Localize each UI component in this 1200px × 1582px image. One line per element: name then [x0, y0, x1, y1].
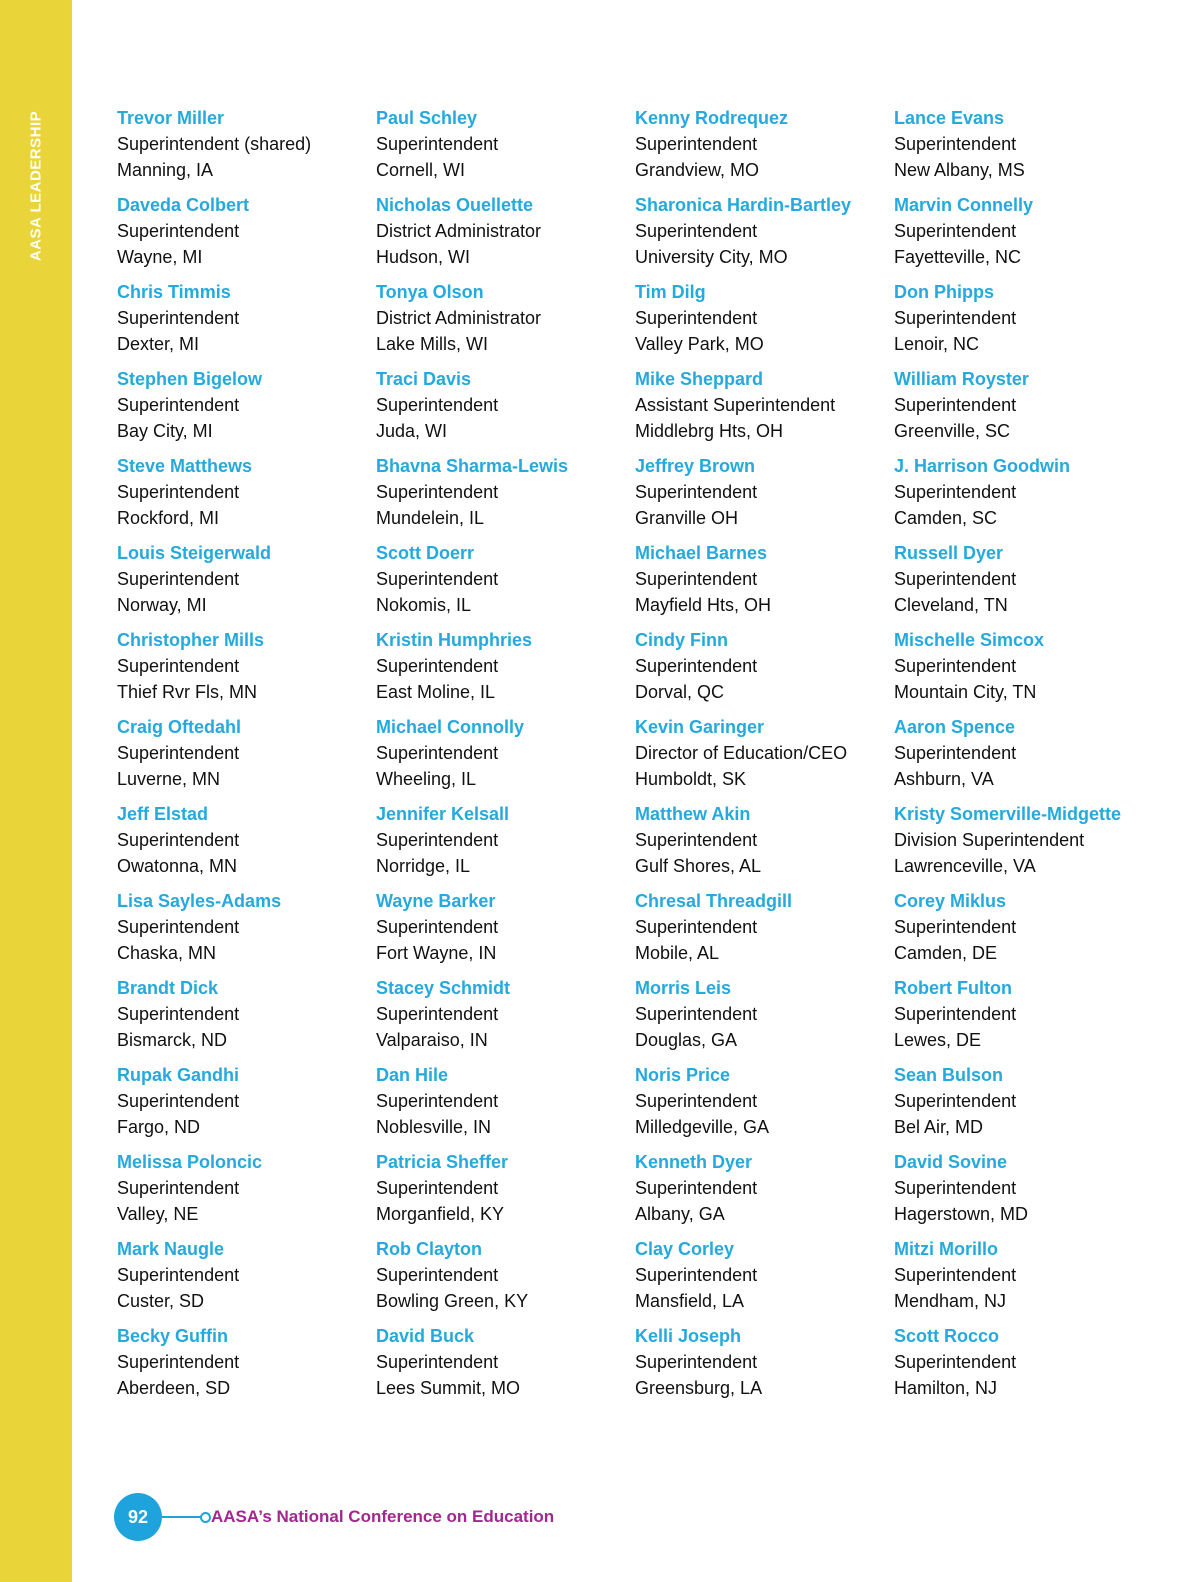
person-name: Russell Dyer — [894, 543, 1004, 563]
person-name: Jeffrey Brown — [635, 456, 756, 476]
directory-entry — [376, 1149, 635, 1236]
directory-entry — [635, 975, 894, 1062]
person-title: Superintendent — [635, 221, 758, 241]
person-name: Kevin Garinger — [635, 717, 765, 737]
person-location: Wayne, MI — [117, 247, 203, 267]
person-location: University City, MO — [635, 247, 788, 267]
directory-entry — [376, 627, 635, 714]
person-location: East Moline, IL — [376, 682, 496, 702]
person-name: Patricia Sheffer — [376, 1152, 509, 1172]
person-name: Michael Connolly — [376, 717, 525, 737]
person-title: Superintendent — [635, 1178, 758, 1198]
person-title: District Administrator — [376, 221, 542, 241]
person-name: Kristy Somerville-Midgette — [894, 804, 1122, 824]
person-title: Superintendent — [117, 308, 240, 328]
directory-entry — [117, 192, 376, 279]
person-location: Norway, MI — [117, 595, 207, 615]
person-location: Mendham, NJ — [894, 1291, 1007, 1311]
person-name: Scott Rocco — [894, 1326, 1000, 1346]
person-name: William Royster — [894, 369, 1029, 389]
person-name: Mike Sheppard — [635, 369, 764, 389]
directory-entry — [117, 714, 376, 801]
person-name: Rob Clayton — [376, 1239, 482, 1259]
person-location: Cornell, WI — [376, 160, 466, 180]
person-name: Louis Steigerwald — [117, 543, 272, 563]
person-location: Manning, IA — [117, 160, 214, 180]
person-title: Superintendent — [117, 1091, 240, 1111]
directory-entry — [376, 540, 635, 627]
directory-entry — [894, 105, 1153, 192]
directory-entry — [894, 975, 1153, 1062]
person-location: Luverne, MN — [117, 769, 221, 789]
directory-entry — [117, 1149, 376, 1236]
person-title: Superintendent — [376, 1091, 499, 1111]
person-location: Greensburg, LA — [635, 1378, 763, 1398]
person-location: Morganfield, KY — [376, 1204, 505, 1224]
person-name: Melissa Poloncic — [117, 1152, 263, 1172]
person-name: Stacey Schmidt — [376, 978, 511, 998]
person-title: Superintendent — [376, 134, 499, 154]
person-name: Mark Naugle — [117, 1239, 225, 1259]
person-title: Superintendent — [635, 482, 758, 502]
person-name: J. Harrison Goodwin — [894, 456, 1071, 476]
person-location: Rockford, MI — [117, 508, 220, 528]
directory-entry — [376, 714, 635, 801]
section-label: AASA LEADERSHIP — [27, 110, 45, 262]
person-name: Lisa Sayles-Adams — [117, 891, 282, 911]
person-title: Superintendent — [635, 917, 758, 937]
person-location: Mobile, AL — [635, 943, 720, 963]
person-location: Mountain City, TN — [894, 682, 1037, 702]
person-title: Superintendent — [376, 1352, 499, 1372]
person-name: Clay Corley — [635, 1239, 735, 1259]
person-location: Nokomis, IL — [376, 595, 472, 615]
person-title: Superintendent — [117, 1352, 240, 1372]
person-location: Valley Park, MO — [635, 334, 764, 354]
person-title: Superintendent — [117, 830, 240, 850]
person-name: Cindy Finn — [635, 630, 728, 650]
person-title: Superintendent — [894, 1352, 1017, 1372]
person-title: Superintendent — [117, 656, 240, 676]
directory-entry — [117, 1062, 376, 1149]
person-title: Superintendent — [376, 482, 499, 502]
person-name: Jeff Elstad — [117, 804, 209, 824]
footer-title: AASA’s National Conference on Education — [211, 1507, 555, 1526]
person-name: Wayne Barker — [376, 891, 496, 911]
person-name: Tonya Olson — [376, 282, 484, 302]
person-location: Bel Air, MD — [894, 1117, 984, 1137]
person-name: Bhavna Sharma-Lewis — [376, 456, 569, 476]
person-title: Superintendent — [376, 656, 499, 676]
directory-entry — [117, 1236, 376, 1323]
directory-entry — [117, 540, 376, 627]
person-location: Valley, NE — [117, 1204, 199, 1224]
person-title: Superintendent — [117, 482, 240, 502]
directory-entry — [894, 192, 1153, 279]
directory-entry — [117, 1323, 376, 1410]
person-location: Middlebrg Hts, OH — [635, 421, 784, 441]
directory-entry — [635, 1062, 894, 1149]
person-title: Superintendent — [894, 917, 1017, 937]
person-title: Superintendent — [635, 1004, 758, 1024]
person-name: Mischelle Simcox — [894, 630, 1045, 650]
person-location: Dexter, MI — [117, 334, 200, 354]
directory-entry — [376, 1062, 635, 1149]
person-location: Mayfield Hts, OH — [635, 595, 772, 615]
person-location: Norridge, IL — [376, 856, 471, 876]
person-name: Brandt Dick — [117, 978, 219, 998]
person-name: Rupak Gandhi — [117, 1065, 240, 1085]
directory-entry — [376, 279, 635, 366]
person-location: Mansfield, LA — [635, 1291, 745, 1311]
page-number: 92 — [114, 1493, 162, 1541]
person-name: Chris Timmis — [117, 282, 231, 302]
directory-entry — [894, 366, 1153, 453]
person-location: Ashburn, VA — [894, 769, 994, 789]
person-name: Christopher Mills — [117, 630, 265, 650]
person-title: Superintendent — [894, 395, 1017, 415]
person-name: Sharonica Hardin-Bartley — [635, 195, 852, 215]
directory-entry — [635, 627, 894, 714]
person-title: Superintendent — [894, 569, 1017, 589]
person-name: Noris Price — [635, 1065, 731, 1085]
person-title: Superintendent — [635, 1265, 758, 1285]
directory-entry — [376, 801, 635, 888]
person-title: Superintendent — [376, 395, 499, 415]
directory-entry — [894, 1323, 1153, 1410]
person-name: Paul Schley — [376, 108, 478, 128]
directory-entry — [635, 888, 894, 975]
directory-entry — [894, 714, 1153, 801]
directory-entry — [635, 540, 894, 627]
person-title: Superintendent — [635, 1352, 758, 1372]
directory-entry — [376, 888, 635, 975]
person-title: District Administrator — [376, 308, 542, 328]
person-title: Superintendent — [376, 1004, 499, 1024]
directory-entry — [376, 975, 635, 1062]
person-name: Kristin Humphries — [376, 630, 533, 650]
person-title: Superintendent — [635, 830, 758, 850]
person-title: Superintendent — [117, 1178, 240, 1198]
person-location: New Albany, MS — [894, 160, 1025, 180]
person-name: Becky Guffin — [117, 1326, 229, 1346]
person-location: Camden, SC — [894, 508, 998, 528]
person-title: Superintendent — [376, 569, 499, 589]
directory-entry — [894, 540, 1153, 627]
person-name: Morris Leis — [635, 978, 732, 998]
person-title: Superintendent — [894, 1004, 1017, 1024]
person-name: Sean Bulson — [894, 1065, 1004, 1085]
person-name: Lance Evans — [894, 108, 1005, 128]
person-title: Superintendent — [376, 743, 499, 763]
person-name: Tim Dilg — [635, 282, 706, 302]
directory-entry — [894, 627, 1153, 714]
directory-entry — [894, 279, 1153, 366]
directory-entry — [635, 1149, 894, 1236]
person-title: Division Superintendent — [894, 830, 1085, 850]
person-location: Wheeling, IL — [376, 769, 477, 789]
person-location: Hudson, WI — [376, 247, 471, 267]
person-location: Owatonna, MN — [117, 856, 238, 876]
person-location: Douglas, GA — [635, 1030, 738, 1050]
person-name: Corey Miklus — [894, 891, 1007, 911]
person-location: Aberdeen, SD — [117, 1378, 231, 1398]
directory-entry — [376, 366, 635, 453]
directory-entry — [117, 366, 376, 453]
directory-entry — [117, 975, 376, 1062]
person-location: Fargo, ND — [117, 1117, 201, 1137]
person-title: Superintendent — [894, 308, 1017, 328]
footer-connector-dot — [200, 1512, 211, 1523]
person-location: Fort Wayne, IN — [376, 943, 497, 963]
person-location: Gulf Shores, AL — [635, 856, 762, 876]
person-title: Superintendent — [894, 1178, 1017, 1198]
person-location: Valparaiso, IN — [376, 1030, 488, 1050]
person-name: Dan Hile — [376, 1065, 449, 1085]
person-title: Superintendent — [117, 395, 240, 415]
directory-entry — [635, 105, 894, 192]
person-title: Director of Education/CEO — [635, 743, 848, 763]
directory-entry — [635, 1236, 894, 1323]
person-location: Greenville, SC — [894, 421, 1011, 441]
person-title: Superintendent — [635, 656, 758, 676]
directory-entry — [894, 1236, 1153, 1323]
directory-entry — [635, 192, 894, 279]
sidebar — [0, 0, 72, 1582]
page-footer — [114, 1493, 614, 1541]
directory-entry — [117, 888, 376, 975]
person-title: Superintendent — [117, 1004, 240, 1024]
directory-entry — [376, 192, 635, 279]
person-name: Stephen Bigelow — [117, 369, 263, 389]
person-location: Bay City, MI — [117, 421, 213, 441]
person-title: Superintendent — [635, 308, 758, 328]
person-name: Matthew Akin — [635, 804, 751, 824]
person-name: Kenny Rodrequez — [635, 108, 789, 128]
person-location: Grandview, MO — [635, 160, 760, 180]
directory-entry — [376, 1236, 635, 1323]
directory-entry — [894, 1062, 1153, 1149]
person-name: Kenneth Dyer — [635, 1152, 753, 1172]
person-name: Michael Barnes — [635, 543, 768, 563]
directory-entry — [635, 366, 894, 453]
person-title: Superintendent — [894, 743, 1017, 763]
person-location: Humboldt, SK — [635, 769, 747, 789]
person-name: David Sovine — [894, 1152, 1008, 1172]
person-location: Mundelein, IL — [376, 508, 485, 528]
person-title: Superintendent — [894, 1091, 1017, 1111]
directory-entry — [635, 1323, 894, 1410]
directory-entry — [117, 105, 376, 192]
person-name: Marvin Connelly — [894, 195, 1034, 215]
person-name: Steve Matthews — [117, 456, 253, 476]
person-location: Noblesville, IN — [376, 1117, 492, 1137]
person-title: Superintendent — [117, 1265, 240, 1285]
person-name: Don Phipps — [894, 282, 994, 302]
person-name: Jennifer Kelsall — [376, 804, 510, 824]
person-location: Granville OH — [635, 508, 739, 528]
person-name: Aaron Spence — [894, 717, 1016, 737]
person-title: Superintendent — [117, 569, 240, 589]
person-name: Trevor Miller — [117, 108, 225, 128]
person-title: Assistant Superintendent — [635, 395, 836, 415]
directory-entry — [894, 453, 1153, 540]
person-location: Fayetteville, NC — [894, 247, 1022, 267]
person-location: Lewes, DE — [894, 1030, 982, 1050]
directory-entry — [894, 1149, 1153, 1236]
person-title: Superintendent — [894, 1265, 1017, 1285]
person-name: Traci Davis — [376, 369, 472, 389]
leadership-directory — [117, 105, 1153, 1410]
directory-entry — [635, 714, 894, 801]
person-name: Kelli Joseph — [635, 1326, 742, 1346]
person-name: David Buck — [376, 1326, 475, 1346]
person-location: Thief Rvr Fls, MN — [117, 682, 258, 702]
person-title: Superintendent — [635, 134, 758, 154]
person-location: Cleveland, TN — [894, 595, 1008, 615]
person-location: Camden, DE — [894, 943, 998, 963]
person-name: Nicholas Ouellette — [376, 195, 534, 215]
person-location: Hamilton, NJ — [894, 1378, 998, 1398]
person-name: Mitzi Morillo — [894, 1239, 998, 1259]
directory-entry — [894, 801, 1153, 888]
directory-entry — [635, 279, 894, 366]
person-name: Scott Doerr — [376, 543, 475, 563]
person-title: Superintendent (shared) — [117, 134, 312, 154]
directory-entry — [376, 1323, 635, 1410]
person-name: Robert Fulton — [894, 978, 1012, 998]
person-location: Juda, WI — [376, 421, 448, 441]
person-location: Bowling Green, KY — [376, 1291, 529, 1311]
directory-entry — [376, 105, 635, 192]
directory-entry — [117, 801, 376, 888]
person-title: Superintendent — [635, 1091, 758, 1111]
person-title: Superintendent — [117, 221, 240, 241]
person-title: Superintendent — [894, 482, 1017, 502]
person-title: Superintendent — [376, 830, 499, 850]
directory-entry — [376, 453, 635, 540]
person-title: Superintendent — [117, 743, 240, 763]
person-title: Superintendent — [376, 1265, 499, 1285]
person-location: Bismarck, ND — [117, 1030, 228, 1050]
directory-entry — [635, 801, 894, 888]
person-location: Lawrenceville, VA — [894, 856, 1036, 876]
person-title: Superintendent — [894, 134, 1017, 154]
person-location: Hagerstown, MD — [894, 1204, 1029, 1224]
person-title: Superintendent — [894, 656, 1017, 676]
person-location: Custer, SD — [117, 1291, 205, 1311]
person-location: Lake Mills, WI — [376, 334, 489, 354]
person-location: Milledgeville, GA — [635, 1117, 770, 1137]
person-location: Lees Summit, MO — [376, 1378, 521, 1398]
person-location: Albany, GA — [635, 1204, 725, 1224]
person-title: Superintendent — [376, 1178, 499, 1198]
person-location: Lenoir, NC — [894, 334, 980, 354]
footer-connector-line — [162, 1516, 204, 1518]
person-title: Superintendent — [376, 917, 499, 937]
directory-entry — [117, 453, 376, 540]
person-location: Dorval, QC — [635, 682, 725, 702]
person-name: Daveda Colbert — [117, 195, 250, 215]
person-name: Chresal Threadgill — [635, 891, 793, 911]
directory-entry — [117, 627, 376, 714]
person-name: Craig Oftedahl — [117, 717, 242, 737]
directory-entry — [117, 279, 376, 366]
person-title: Superintendent — [117, 917, 240, 937]
directory-entry — [635, 453, 894, 540]
person-title: Superintendent — [894, 221, 1017, 241]
person-title: Superintendent — [635, 569, 758, 589]
directory-entry — [894, 888, 1153, 975]
person-location: Chaska, MN — [117, 943, 217, 963]
